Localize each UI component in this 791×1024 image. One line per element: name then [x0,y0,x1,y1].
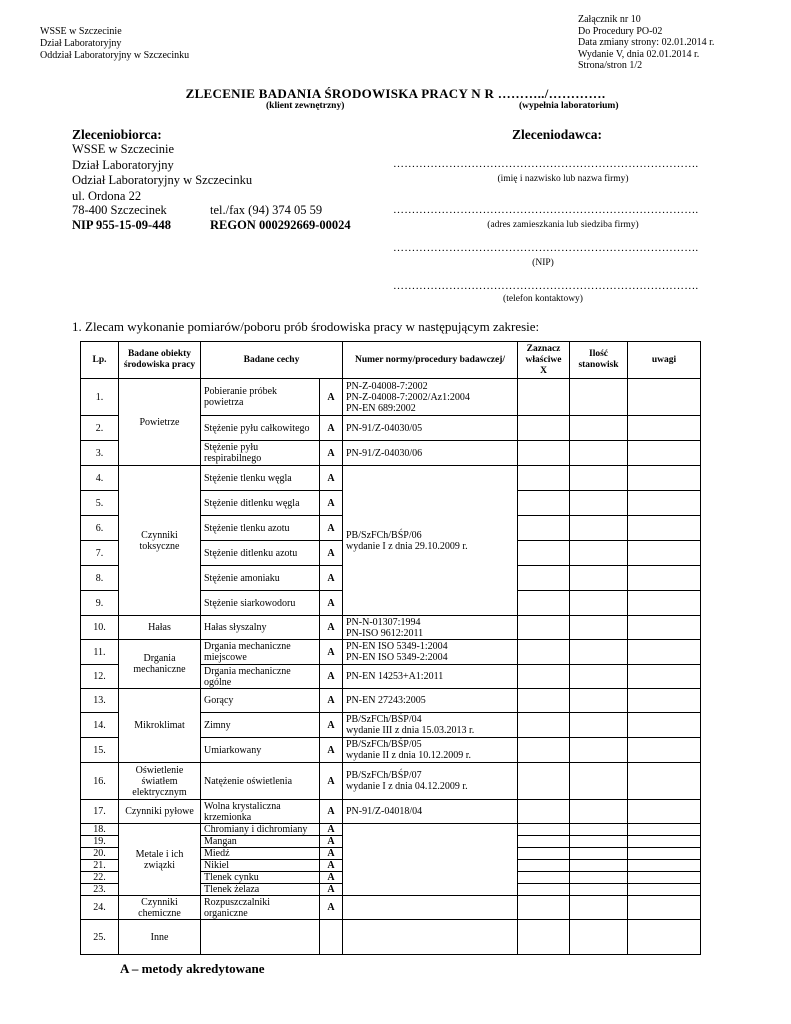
client-line: WSSE w Szczecinie [72,142,175,156]
contractor-nip-field[interactable]: ………………………………………………………………………. [393,242,699,254]
client-label: Zleceniobiorca: [72,127,162,142]
row-lp: 9. [81,591,119,616]
notes-cell[interactable] [628,872,701,884]
count-cell[interactable] [570,640,628,665]
feature-cell: Stężenie tlenku azotu [201,516,320,541]
count-cell[interactable] [570,860,628,872]
group-cell: Mikroklimat [119,689,201,763]
row-lp: 11. [81,640,119,665]
count-cell[interactable] [570,738,628,763]
header-right-line: Załącznik nr 10 [578,14,641,25]
header-mark: Zaznacz właściwe X [518,342,570,379]
mark-cell[interactable] [518,640,570,665]
notes-cell[interactable] [628,379,701,416]
norm-cell: PN-EN 27243:2005 [343,689,518,713]
feature-cell: Stężenie ditlenku azotu [201,541,320,566]
row-lp: 25. [81,920,119,955]
feature-cell: Wolna krystaliczna krzemionka [201,800,320,824]
notes-cell[interactable] [628,836,701,848]
accredited-mark: A [320,491,343,516]
accredited-mark: A [320,516,343,541]
mark-cell[interactable] [518,836,570,848]
row-lp: 6. [81,516,119,541]
group-cell: Czynniki chemiczne [119,896,201,920]
notes-cell[interactable] [628,713,701,738]
table-row [81,616,701,640]
mark-cell[interactable] [518,591,570,616]
norm-cell: PN-EN ISO 5349-1:2004 PN-EN ISO 5349-2:2004 [343,640,518,665]
header-objects: Badane obiekty środowiska pracy [119,342,201,379]
count-cell[interactable] [570,665,628,689]
feature-cell: Stężenie pyłu respirabilnego [201,441,320,466]
accredited-mark: A [320,689,343,713]
group-cell: Hałas [119,616,201,640]
header-lp: Lp. [81,342,119,379]
mark-cell[interactable] [518,441,570,466]
mark-cell[interactable] [518,541,570,566]
accreditation-legend: A – metody akredytowane [120,961,265,976]
notes-cell[interactable] [628,566,701,591]
count-cell[interactable] [570,713,628,738]
norm-cell: PN-Z-04008-7:2002 PN-Z-04008-7:2002/Az1:2004 PN-EN 689:2002 [343,379,518,416]
mark-cell[interactable] [518,616,570,640]
header-notes: uwagi [628,342,701,379]
norm-cell: PB/SzFCh/BŚP/04 wydanie III z dnia 15.03.2013 r. [343,713,518,738]
group-cell: Powietrze [119,379,201,466]
feature-cell: Tlenek żelaza [201,884,320,896]
feature-cell: Chromiany i dichromiany [201,824,320,836]
client-regon: REGON 000292669-00024 [210,218,351,232]
group-cell: Metale i ich związki [119,824,201,896]
contractor-address-field[interactable]: ………………………………………………………………………. [393,204,699,216]
feature-cell: Stężenie siarkowodoru [201,591,320,616]
mark-cell[interactable] [518,379,570,416]
count-cell[interactable] [570,566,628,591]
row-lp: 23. [81,884,119,896]
count-cell[interactable] [570,920,628,955]
client-phone: tel./fax (94) 374 05 59 [210,203,323,217]
notes-cell[interactable] [628,884,701,896]
notes-cell[interactable] [628,824,701,836]
feature-cell: Gorący [201,689,320,713]
count-cell[interactable] [570,541,628,566]
mark-cell[interactable] [518,872,570,884]
accredited-mark [320,920,343,955]
accredited-mark: A [320,800,343,824]
feature-cell[interactable] [201,920,320,955]
norm-cell: PN-91/Z-04030/05 [343,416,518,441]
row-lp: 4. [81,466,119,491]
feature-cell: Tlenek cynku [201,872,320,884]
row-lp: 19. [81,836,119,848]
accredited-mark: A [320,738,343,763]
feature-cell: Pobieranie próbek powietrza [201,379,320,416]
subtitle-client: (klient zewnętrzny) [266,101,345,111]
notes-cell[interactable] [628,466,701,491]
header-norm: Numer normy/procedury badawczej/ [343,342,518,379]
feature-cell: Stężenie tlenku węgla [201,466,320,491]
mark-cell[interactable] [518,516,570,541]
row-lp: 14. [81,713,119,738]
contractor-name-caption: (imię i nazwisko lub nazwa firmy) [497,174,629,184]
notes-cell[interactable] [628,896,701,920]
accredited-mark: A [320,441,343,466]
accredited-mark: A [320,884,343,896]
header-right-line: Do Procedury PO-02 [578,25,663,37]
row-lp: 17. [81,800,119,824]
norm-cell [343,824,518,896]
accredited-mark: A [320,872,343,884]
notes-cell[interactable] [628,860,701,872]
feature-cell: Nikiel [201,860,320,872]
mark-cell[interactable] [518,860,570,872]
table-row [81,689,701,713]
client-line: Odział Laboratoryjny w Szczecinku [72,173,253,187]
client-address [72,142,252,204]
accredited-mark: A [320,616,343,640]
row-lp: 13. [81,689,119,713]
table-row [81,824,701,836]
table-row [81,763,701,800]
header-right-line: Wydanie V, dnia 02.01.2014 r. [578,48,700,60]
accredited-mark: A [320,640,343,665]
row-lp: 7. [81,541,119,566]
count-cell[interactable] [570,591,628,616]
row-lp: 21. [81,860,119,872]
feature-cell: Rozpuszczalniki organiczne [201,896,320,920]
row-lp: 24. [81,896,119,920]
mark-cell[interactable] [518,920,570,955]
norm-cell: PB/SzFCh/BŚP/06 wydanie I z dnia 29.10.2009 r. [343,466,518,616]
notes-cell[interactable] [628,441,701,466]
intro-text: 1. Zlecam wykonanie pomiarów/poboru prób środowiska pracy w następującym zakresie: [72,319,540,334]
count-cell[interactable] [570,848,628,860]
accredited-mark: A [320,713,343,738]
header-right-line: Data zmiany strony: 02.01.2014 r. [578,37,715,48]
row-lp: 16. [81,763,119,800]
measurement-table [80,341,701,955]
row-lp: 3. [81,441,119,466]
header-features: Badane cechy [201,342,343,379]
client-city: 78-400 Szczecinek [72,203,167,217]
feature-cell: Zimny [201,713,320,738]
mark-cell[interactable] [518,665,570,689]
group-cell: Czynniki toksyczne [119,466,201,616]
mark-cell[interactable] [518,884,570,896]
feature-cell: Miedź [201,848,320,860]
row-lp: 15. [81,738,119,763]
norm-cell: PN-91/Z-04030/06 [343,441,518,466]
group-cell: Oświetlenie światłem elektrycznym [119,763,201,800]
row-lp: 18. [81,824,119,836]
row-lp: 2. [81,416,119,441]
notes-cell[interactable] [628,491,701,516]
norm-cell[interactable] [343,920,518,955]
mark-cell[interactable] [518,824,570,836]
count-cell[interactable] [570,872,628,884]
notes-cell[interactable] [628,665,701,689]
accredited-mark: A [320,665,343,689]
norm-cell [343,896,518,920]
accredited-mark: A [320,566,343,591]
mark-cell[interactable] [518,689,570,713]
feature-cell: Drgania mechaniczne miejscowe [201,640,320,665]
group-cell: Inne [119,920,201,955]
accredited-mark: A [320,824,343,836]
mark-cell[interactable] [518,566,570,591]
row-lp: 20. [81,848,119,860]
row-lp: 22. [81,872,119,884]
institution-header [40,26,189,62]
group-cell: Czynniki pyłowe [119,800,201,824]
count-cell[interactable] [570,884,628,896]
count-cell[interactable] [570,379,628,416]
accredited-mark: A [320,466,343,491]
notes-cell[interactable] [628,640,701,665]
count-cell[interactable] [570,466,628,491]
header-left-line: Dział Laboratoryjny [40,38,122,49]
mark-cell[interactable] [518,491,570,516]
accredited-mark: A [320,591,343,616]
accredited-mark: A [320,896,343,920]
contractor-name-field[interactable]: ………………………………………………………………………. [393,158,699,170]
notes-cell[interactable] [628,800,701,824]
count-cell[interactable] [570,800,628,824]
accredited-mark: A [320,836,343,848]
notes-cell[interactable] [628,738,701,763]
mark-cell[interactable] [518,713,570,738]
accredited-mark: A [320,541,343,566]
notes-cell[interactable] [628,541,701,566]
header-left-line: Oddział Laboratoryjny w Szczecinku [40,50,190,61]
contractor-nip-caption: (NIP) [532,258,554,268]
count-cell[interactable] [570,824,628,836]
document-title: ZLECENIE BADANIA ŚRODOWISKA PRACY N R ………../…………. [185,86,606,101]
norm-cell: PN-91/Z-04018/04 [343,800,518,824]
feature-cell: Stężenie ditlenku węgla [201,491,320,516]
mark-cell[interactable] [518,763,570,800]
subtitle-lab: (wypełnia laboratorium) [519,101,619,111]
mark-cell[interactable] [518,896,570,920]
accredited-mark: A [320,763,343,800]
header-left-line: WSSE w Szczecinie [40,26,122,37]
count-cell[interactable] [570,491,628,516]
row-lp: 8. [81,566,119,591]
count-cell[interactable] [570,441,628,466]
count-cell[interactable] [570,516,628,541]
contractor-phone-caption: (telefon kontaktowy) [503,294,583,304]
count-cell[interactable] [570,896,628,920]
client-line: Dział Laboratoryjny [72,157,174,172]
notes-cell[interactable] [628,920,701,955]
accredited-mark: A [320,416,343,441]
notes-cell[interactable] [628,848,701,860]
group-cell: Drgania mechaniczne [119,640,201,689]
count-cell[interactable] [570,416,628,441]
norm-cell: PB/SzFCh/BŚP/05 wydanie II z dnia 10.12.2009 r. [343,738,518,763]
norm-cell: PB/SzFCh/BŚP/07 wydanie I z dnia 04.12.2009 r. [343,763,518,800]
count-cell[interactable] [570,689,628,713]
row-lp: 10. [81,616,119,640]
header-right-line: Strona/stron 1/2 [578,60,643,71]
feature-cell: Natężenie oświetlenia [201,763,320,800]
table-row [81,800,701,824]
count-cell[interactable] [570,763,628,800]
mark-cell[interactable] [518,416,570,441]
table-header-row [81,342,701,379]
feature-cell: Stężenie pyłu całkowitego [201,416,320,441]
norm-cell: PN-N-01307:1994 PN-ISO 9612:2011 [343,616,518,640]
notes-cell[interactable] [628,763,701,800]
feature-cell: Stężenie amoniaku [201,566,320,591]
client-line: ul. Ordona 22 [72,188,142,203]
count-cell[interactable] [570,616,628,640]
notes-cell[interactable] [628,591,701,616]
mark-cell[interactable] [518,466,570,491]
contractor-label: Zleceniodawca: [512,127,602,142]
notes-cell[interactable] [628,416,701,441]
row-lp: 12. [81,665,119,689]
feature-cell: Drgania mechaniczne ogólne [201,665,320,689]
feature-cell: Umiarkowany [201,738,320,763]
accredited-mark: A [320,860,343,872]
document-info-header [578,14,714,72]
contractor-address-caption: (adres zamieszkania lub siedziba firmy) [487,220,639,230]
table-row [81,379,701,416]
mark-cell[interactable] [518,848,570,860]
table-row [81,640,701,665]
row-lp: 5. [81,491,119,516]
client-nip: NIP 955-15-09-448 [72,218,171,232]
mark-cell[interactable] [518,738,570,763]
table-row [81,466,701,491]
contractor-phone-field[interactable]: ………………………………………………………………………. [393,280,699,292]
count-cell[interactable] [570,836,628,848]
table-row [81,896,701,920]
feature-cell: Mangan [201,836,320,848]
row-lp: 1. [81,379,119,416]
table-row [81,920,701,955]
feature-cell: Hałas słyszalny [201,616,320,640]
accredited-mark: A [320,379,343,416]
notes-cell[interactable] [628,689,701,713]
notes-cell[interactable] [628,516,701,541]
notes-cell[interactable] [628,616,701,640]
accredited-mark: A [320,848,343,860]
mark-cell[interactable] [518,800,570,824]
norm-cell: PN-EN 14253+A1:2011 [343,665,518,689]
header-count: Ilość stanowisk [570,342,628,379]
